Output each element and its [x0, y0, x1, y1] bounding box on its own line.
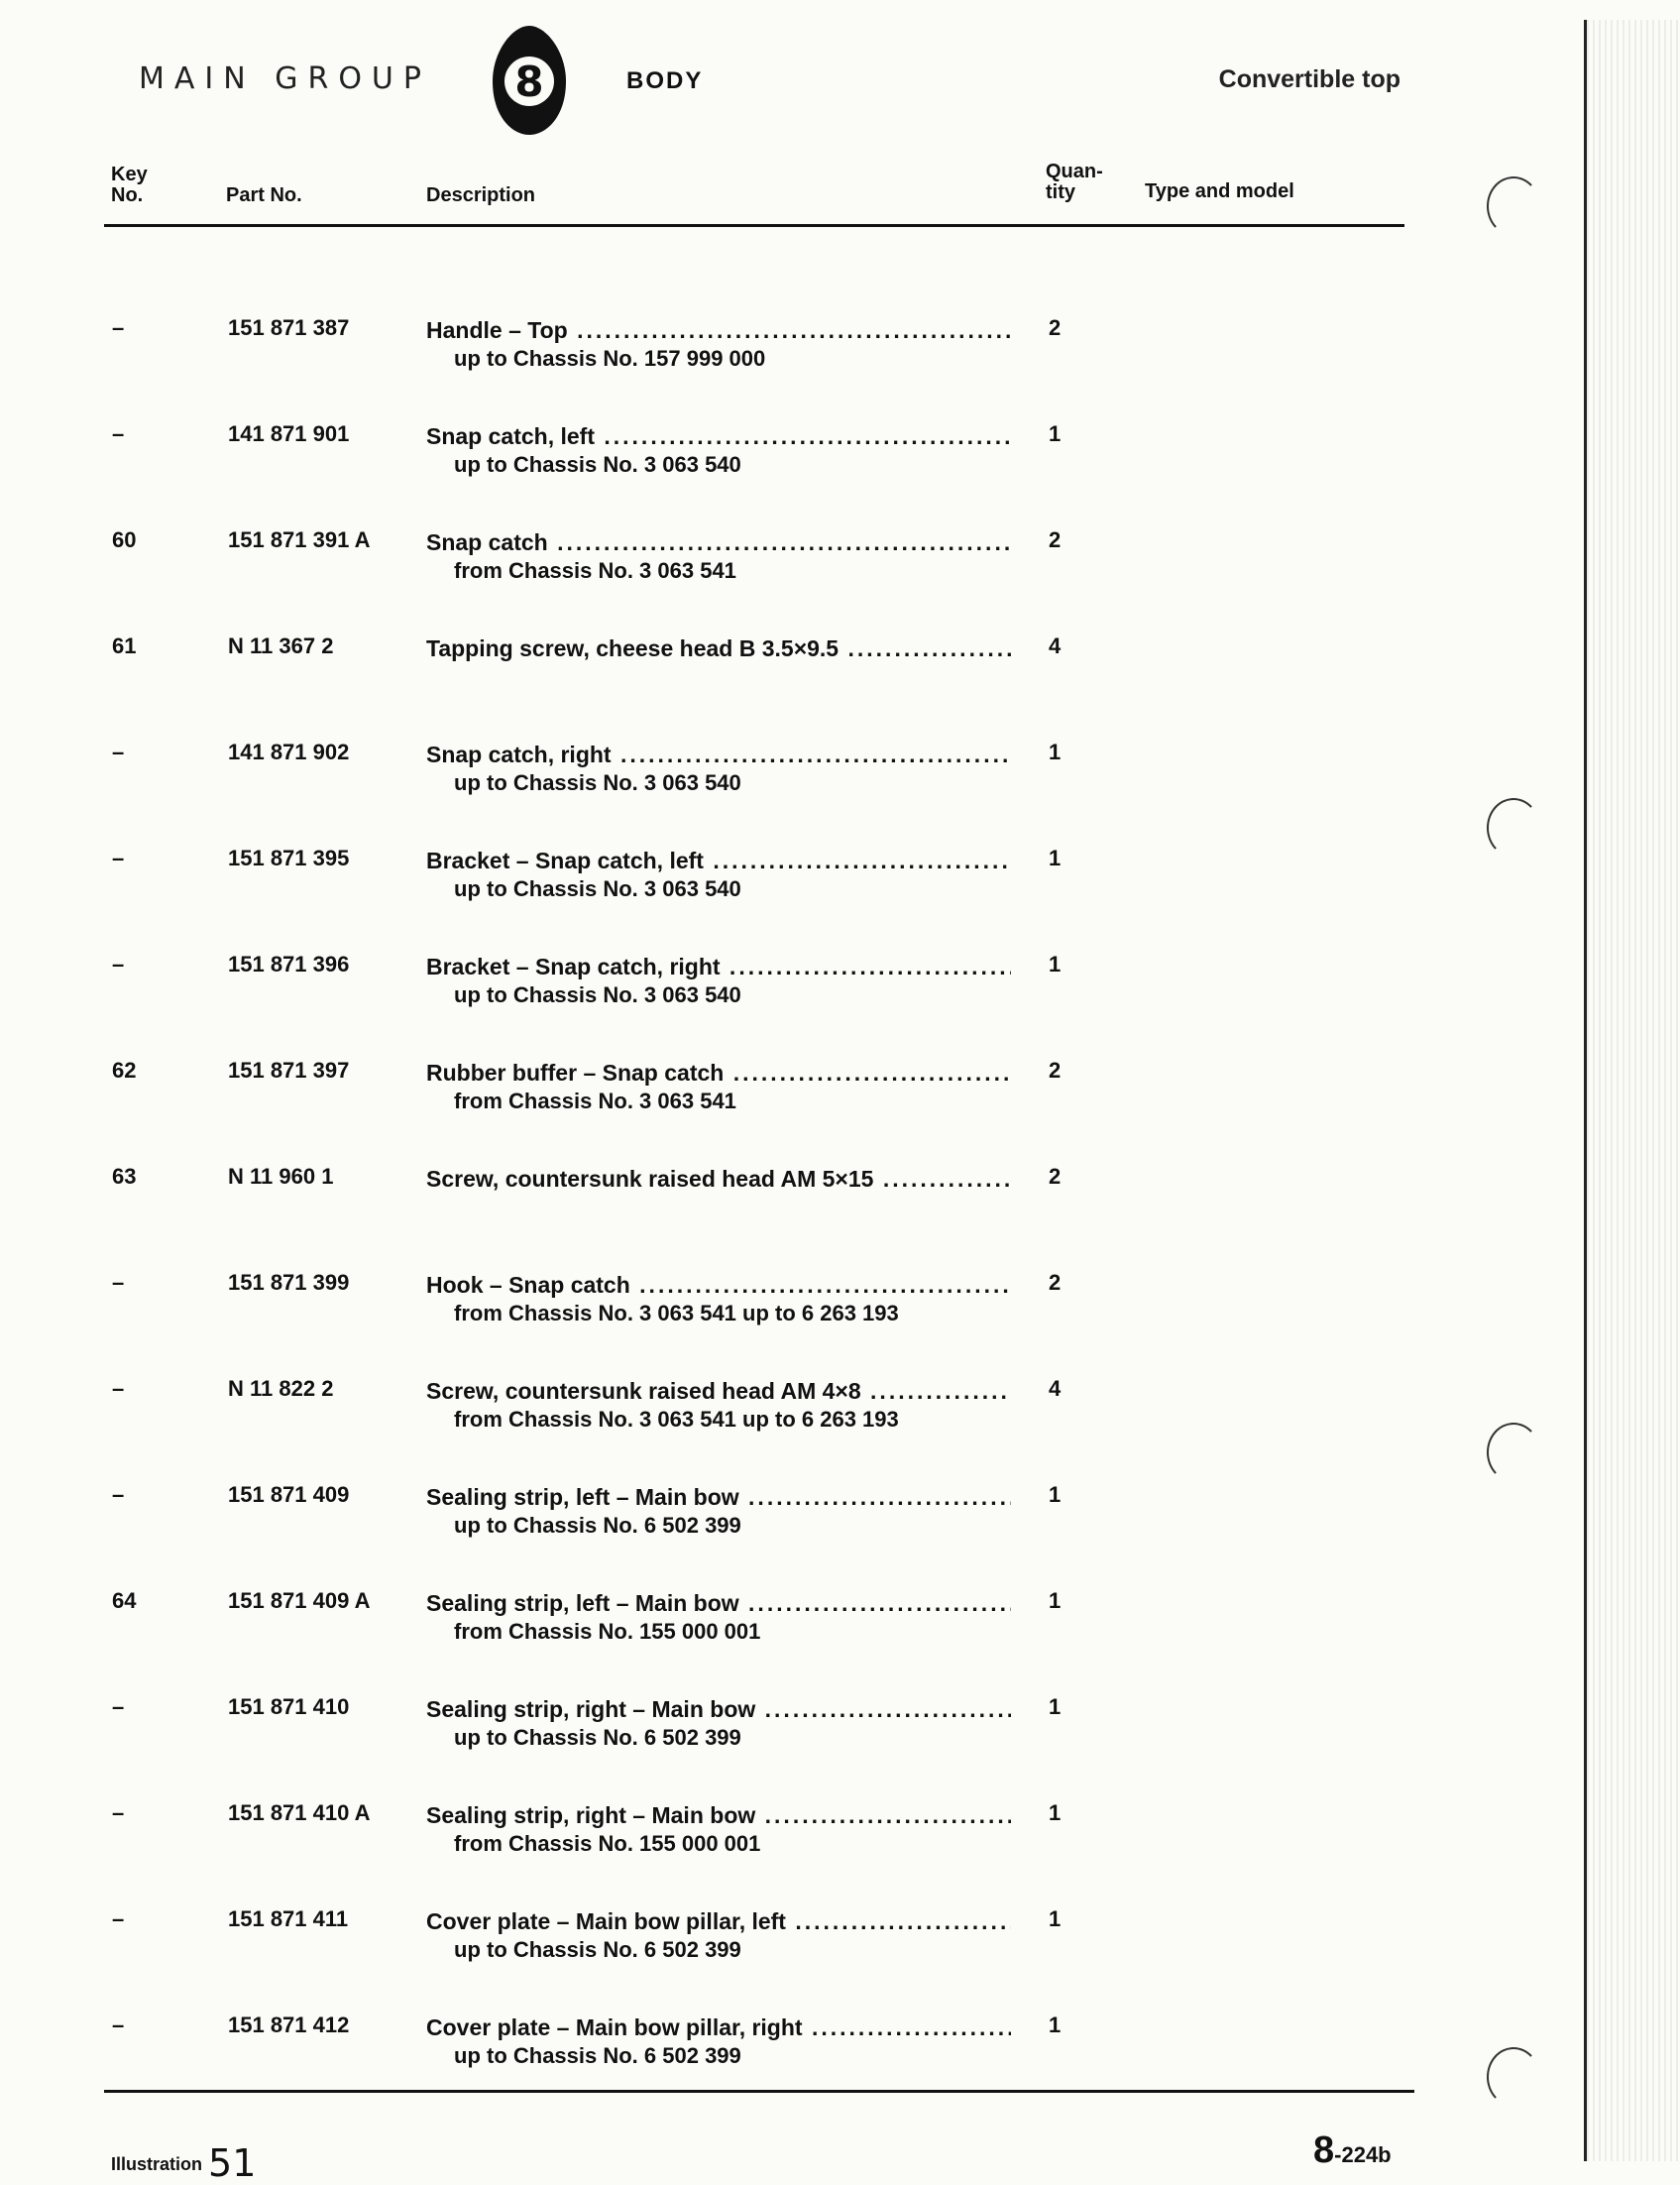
table-row: [0, 1906, 1487, 2006]
table-row: [0, 1482, 1487, 1581]
quantity: 1: [1049, 1694, 1062, 1719]
quantity: 2: [1049, 315, 1062, 340]
column-header-quantity: Quan- tity: [1046, 161, 1103, 203]
quantity: 2: [1049, 1058, 1062, 1083]
main-group-label: MAIN GROUP: [139, 61, 431, 96]
quantity: 2: [1049, 1164, 1062, 1189]
key-no: –: [112, 952, 125, 977]
quantity: 1: [1049, 1800, 1062, 1825]
table-row: [0, 1058, 1487, 1157]
column-header-type-model: Type and model: [1145, 180, 1294, 202]
part-no: 151 871 391 A: [228, 527, 371, 552]
part-no: 151 871 397: [228, 1058, 350, 1083]
chassis-note: from Chassis No. 3 063 541 up to 6 263 193: [454, 1407, 899, 1432]
description: Bracket – Snap catch, left .....: [426, 846, 1011, 875]
key-no: –: [112, 2012, 125, 2037]
section-title: Convertible top: [1218, 65, 1400, 93]
key-no: –: [112, 1800, 125, 1825]
description: Tapping screw, cheese head B 3.5×9.5 .....: [426, 633, 1011, 663]
description: Cover plate – Main bow pillar, left .....: [426, 1906, 1011, 1936]
part-no: N 11 960 1: [228, 1164, 334, 1189]
part-no: 151 871 409 A: [228, 1588, 371, 1613]
description: Bracket – Snap catch, right .....: [426, 952, 1011, 981]
part-no: N 11 822 2: [228, 1376, 334, 1401]
chassis-note: up to Chassis No. 3 063 540: [454, 452, 741, 477]
description: Screw, countersunk raised head AM 5×15 .....: [426, 1164, 1011, 1194]
key-no: 62: [112, 1058, 137, 1083]
quantity: 1: [1049, 421, 1062, 446]
key-no: –: [112, 740, 125, 764]
table-row: [0, 1588, 1487, 1687]
group-number: 8: [514, 58, 544, 106]
badge-shape-icon: [489, 22, 570, 139]
key-no: –: [112, 1376, 125, 1401]
part-no: 151 871 410 A: [228, 1800, 371, 1825]
page-number: 8-224b: [1313, 2129, 1392, 2171]
description: Sealing strip, left – Main bow .....: [426, 1588, 1011, 1618]
part-no: N 11 367 2: [228, 633, 334, 658]
part-no: 151 871 387: [228, 315, 350, 340]
table-row: [0, 315, 1487, 414]
table-row: [0, 2012, 1487, 2112]
header-divider: [104, 224, 1404, 227]
table-row: [0, 740, 1487, 839]
table-row: [0, 633, 1487, 733]
description: Rubber buffer – Snap catch .....: [426, 1058, 1011, 1088]
punch-hole-icon: [1487, 1423, 1540, 1482]
table-row: [0, 952, 1487, 1051]
part-no: 151 871 411: [228, 1906, 349, 1931]
table-row: [0, 527, 1487, 627]
quantity: 2: [1049, 1270, 1062, 1295]
chassis-note: up to Chassis No. 3 063 540: [454, 770, 741, 795]
illustration-reference: Illustration 51: [111, 2141, 257, 2185]
column-header-key: Key No.: [111, 164, 148, 206]
quantity: 1: [1049, 1906, 1062, 1931]
table-row: [0, 1376, 1487, 1475]
description: Sealing strip, left – Main bow .....: [426, 1482, 1011, 1512]
part-no: 151 871 410: [228, 1694, 350, 1719]
description: Hook – Snap catch .....: [426, 1270, 1011, 1300]
key-no: –: [112, 1694, 125, 1719]
quantity: 1: [1049, 740, 1062, 764]
part-no: 151 871 395: [228, 846, 350, 870]
description: Sealing strip, right – Main bow .....: [426, 1694, 1011, 1724]
chassis-note: from Chassis No. 3 063 541: [454, 558, 736, 583]
quantity: 1: [1049, 846, 1062, 870]
table-row: [0, 421, 1487, 520]
key-no: 60: [112, 527, 137, 552]
description: Screw, countersunk raised head AM 4×8 .....: [426, 1376, 1011, 1406]
part-no: 141 871 902: [228, 740, 350, 764]
quantity: 2: [1049, 527, 1062, 552]
key-no: 64: [112, 1588, 137, 1613]
chassis-note: from Chassis No. 155 000 001: [454, 1619, 761, 1644]
chassis-note: from Chassis No. 3 063 541: [454, 1089, 736, 1113]
group-name: BODY: [626, 67, 704, 94]
punch-hole-icon: [1487, 2047, 1540, 2107]
chassis-note: up to Chassis No. 6 502 399: [454, 2043, 741, 2068]
punch-hole-icon: [1487, 798, 1540, 858]
chassis-note: up to Chassis No. 157 999 000: [454, 346, 766, 371]
key-no: 63: [112, 1164, 137, 1189]
chassis-note: up to Chassis No. 3 063 540: [454, 982, 741, 1007]
key-no: –: [112, 1270, 125, 1295]
table-row: [0, 1694, 1487, 1793]
quantity: 4: [1049, 1376, 1062, 1401]
table-row: [0, 846, 1487, 945]
key-no: –: [112, 1482, 125, 1507]
description: Sealing strip, right – Main bow .....: [426, 1800, 1011, 1830]
key-no: –: [112, 421, 125, 446]
chassis-note: up to Chassis No. 6 502 399: [454, 1513, 741, 1538]
group-number-badge: [489, 22, 570, 139]
key-no: 61: [112, 633, 137, 658]
description: Handle – Top .....: [426, 315, 1011, 345]
part-no: 151 871 396: [228, 952, 350, 977]
table-row: [0, 1800, 1487, 1899]
description: Snap catch, left .....: [426, 421, 1011, 451]
footer-divider: [104, 2090, 1414, 2093]
description: Snap catch, right .....: [426, 740, 1011, 769]
key-no: –: [112, 315, 125, 340]
quantity: 1: [1049, 1588, 1062, 1613]
quantity: 1: [1049, 2012, 1062, 2037]
table-row: [0, 1270, 1487, 1369]
column-header-description: Description: [426, 184, 536, 206]
punch-hole-icon: [1487, 176, 1540, 236]
part-no: 151 871 412: [228, 2012, 350, 2037]
quantity: 1: [1049, 952, 1062, 977]
quantity: 4: [1049, 633, 1062, 658]
chassis-note: up to Chassis No. 6 502 399: [454, 1937, 741, 1962]
quantity: 1: [1049, 1482, 1062, 1507]
part-no: 151 871 399: [228, 1270, 350, 1295]
chassis-note: from Chassis No. 155 000 001: [454, 1831, 761, 1856]
part-no: 151 871 409: [228, 1482, 350, 1507]
description: Cover plate – Main bow pillar, right .....: [426, 2012, 1011, 2042]
column-header-part-no: Part No.: [226, 184, 302, 206]
key-no: –: [112, 1906, 125, 1931]
table-row: [0, 1164, 1487, 1263]
description: Snap catch .....: [426, 527, 1011, 557]
binder-edge: [1584, 20, 1680, 2161]
chassis-note: up to Chassis No. 3 063 540: [454, 876, 741, 901]
key-no: –: [112, 846, 125, 870]
chassis-note: up to Chassis No. 6 502 399: [454, 1725, 741, 1750]
chassis-note: from Chassis No. 3 063 541 up to 6 263 193: [454, 1301, 899, 1325]
part-no: 141 871 901: [228, 421, 350, 446]
